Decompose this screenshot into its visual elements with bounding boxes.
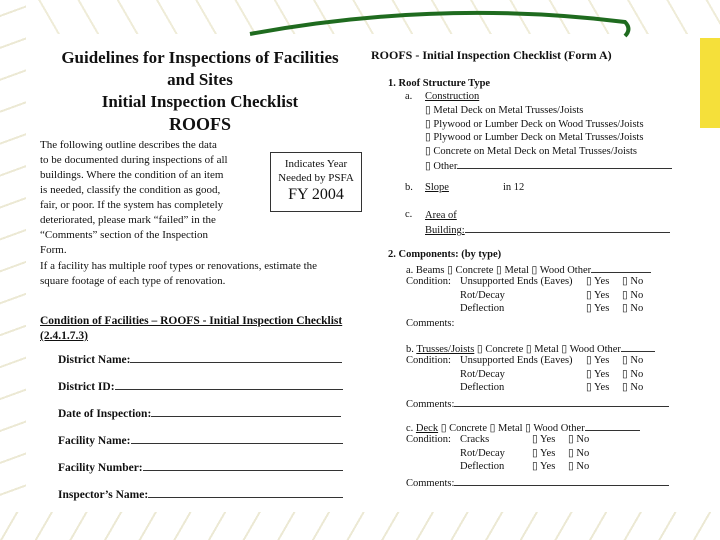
construction-option[interactable]: ▯ Plywood or Lumber Deck on Metal Trusses/Joists — [425, 132, 644, 143]
yes-checkbox[interactable]: ▯ Yes — [532, 461, 556, 472]
condition-item: Unsupported Ends (Eaves) — [460, 355, 573, 366]
slope-label: Slope — [425, 182, 449, 193]
no-checkbox[interactable]: ▯ No — [622, 368, 644, 380]
no-checkbox[interactable]: ▯ No — [622, 303, 644, 314]
no-checkbox[interactable]: ▯ No — [568, 461, 590, 472]
condition-label: Condition: — [406, 276, 451, 287]
deck-label: Deck — [415, 423, 439, 434]
field-label: Date of Inspection: — [58, 408, 152, 420]
item-letter: b. — [406, 344, 417, 355]
year-needed-box — [270, 152, 362, 212]
deck-row — [406, 420, 640, 434]
section-1-heading: 1. Roof Structure Type — [388, 78, 491, 89]
note-line: If a facility has multiple roof types or renovations, estimate the — [40, 260, 318, 272]
field-label: Facility Number: — [58, 462, 143, 474]
slope-unit: in 12 — [503, 182, 525, 193]
beams-row — [406, 262, 651, 276]
field-district-id[interactable] — [58, 379, 343, 393]
trusses-label: Trusses/Joists — [416, 344, 475, 355]
field-label: Facility Name: — [58, 435, 131, 447]
comments-label: Comments: — [406, 477, 455, 489]
intro-line: Form. — [40, 244, 67, 256]
no-checkbox[interactable]: ▯ No — [568, 447, 590, 459]
condition-item: Cracks — [460, 434, 490, 445]
field-label: Inspector’s Name: — [58, 489, 149, 501]
intro-line: buildings. Where the condition of an item — [40, 169, 224, 181]
condition-item: Deflection — [460, 382, 505, 393]
construction-label: Construction — [425, 91, 480, 102]
section-heading — [40, 314, 342, 344]
doc-title-4: ROOFS — [168, 114, 231, 134]
field-facility-number[interactable] — [58, 460, 343, 474]
field-label: District Name: — [58, 354, 131, 366]
beams-conditions — [406, 275, 643, 330]
field-district-name[interactable] — [58, 352, 342, 366]
item-letter: c. — [405, 209, 413, 220]
condition-item: Rot/Decay — [460, 447, 505, 459]
condition-label: Condition: — [406, 355, 451, 366]
no-checkbox[interactable]: ▯ No — [622, 355, 644, 366]
box-line: Indicates Year — [284, 158, 348, 170]
field-facility-name[interactable] — [58, 433, 343, 447]
intro-text — [40, 138, 270, 258]
area-label: Area of — [425, 210, 457, 221]
note-line: square footage of each type of renovation. — [40, 275, 226, 287]
intro-line: “Comments” section of the Inspection — [40, 229, 209, 241]
item-letter: b. — [405, 182, 413, 193]
no-checkbox[interactable]: ▯ No — [568, 434, 590, 445]
box-year: FY 2004 — [288, 186, 344, 203]
section-heading-line: Condition of Facilities – ROOFS - Initial Inspection Checklist — [40, 315, 343, 327]
doc-title-1: Guidelines for Inspections of Facilities — [61, 48, 339, 67]
doc-title-2: and Sites — [167, 70, 233, 89]
yes-checkbox[interactable]: ▯ Yes — [586, 368, 610, 380]
intro-line: fair, or poor. If the system has completely — [40, 199, 224, 211]
section-2-heading: 2. Components: (by type) — [388, 249, 502, 260]
area-label: Building: — [425, 225, 465, 236]
condition-item: Deflection — [460, 303, 505, 314]
item-letter: c. — [406, 423, 416, 434]
construction-option[interactable]: ▯ Concrete on Metal Deck on Metal Trusses/Joists — [425, 145, 637, 157]
intro-line: to be documented during inspections of all — [40, 154, 228, 166]
comments-label: Comments: — [406, 317, 455, 329]
intro-line: deteriorated, please mark “failed” in the — [40, 214, 216, 226]
yes-checkbox[interactable]: ▯ Yes — [586, 289, 610, 301]
deck-conditions — [406, 433, 669, 490]
no-checkbox[interactable]: ▯ No — [622, 276, 644, 287]
yes-checkbox[interactable]: ▯ Yes — [586, 303, 610, 314]
multi-roof-note — [40, 259, 370, 289]
yes-checkbox[interactable]: ▯ Yes — [586, 276, 610, 287]
trusses-row — [406, 341, 655, 355]
section-code: (2.4.1.7.3) — [40, 330, 88, 342]
accent-bar — [700, 38, 720, 128]
condition-item: Unsupported Ends (Eaves) — [460, 276, 573, 287]
construction-option[interactable]: ▯ Metal Deck on Metal Trusses/Joists — [425, 105, 584, 116]
condition-item: Rot/Decay — [460, 368, 505, 380]
intro-line: The following outline describes the data — [40, 139, 217, 151]
yes-checkbox[interactable]: ▯ Yes — [586, 382, 610, 393]
doc-title-3: Initial Inspection Checklist — [101, 92, 299, 111]
construction-option[interactable]: ▯ Plywood or Lumber Deck on Wood Trusses/Joists — [425, 118, 644, 130]
yes-checkbox[interactable]: ▯ Yes — [532, 447, 556, 459]
box-line: Needed by PSFA — [278, 172, 354, 184]
deck-options: ▯ Concrete ▯ Metal ▯ Wood Other — [438, 423, 585, 434]
trusses-options: ▯ Concrete ▯ Metal ▯ Wood Other — [474, 344, 621, 355]
form-header: ROOFS - Initial Inspection Checklist (Form A) — [371, 48, 612, 62]
condition-item: Rot/Decay — [460, 289, 505, 301]
field-inspector-name[interactable] — [58, 487, 343, 501]
no-checkbox[interactable]: ▯ No — [622, 382, 644, 393]
condition-label: Condition: — [406, 434, 451, 445]
item-letter: a. — [405, 91, 413, 102]
decorative-pattern-bottom — [0, 512, 720, 540]
field-label: District ID: — [58, 381, 115, 393]
construction-option-other[interactable] — [425, 158, 672, 174]
yes-checkbox[interactable]: ▯ Yes — [586, 355, 610, 366]
yes-checkbox[interactable]: ▯ Yes — [532, 434, 556, 445]
condition-item: Deflection — [460, 461, 505, 472]
trusses-conditions — [406, 354, 669, 411]
beams-label: a. Beams ▯ Concrete ▯ Metal ▯ Wood Other — [406, 265, 592, 276]
intro-line: is needed, classify the condition as good, — [40, 184, 221, 196]
construction-options — [425, 104, 672, 174]
decorative-pattern-left — [0, 0, 26, 540]
no-checkbox[interactable]: ▯ No — [622, 289, 644, 301]
comments-label: Comments: — [406, 398, 455, 410]
option-label: ▯ Other — [425, 161, 458, 172]
green-arc-decoration — [240, 4, 640, 44]
field-date-of-inspection[interactable] — [58, 406, 341, 420]
